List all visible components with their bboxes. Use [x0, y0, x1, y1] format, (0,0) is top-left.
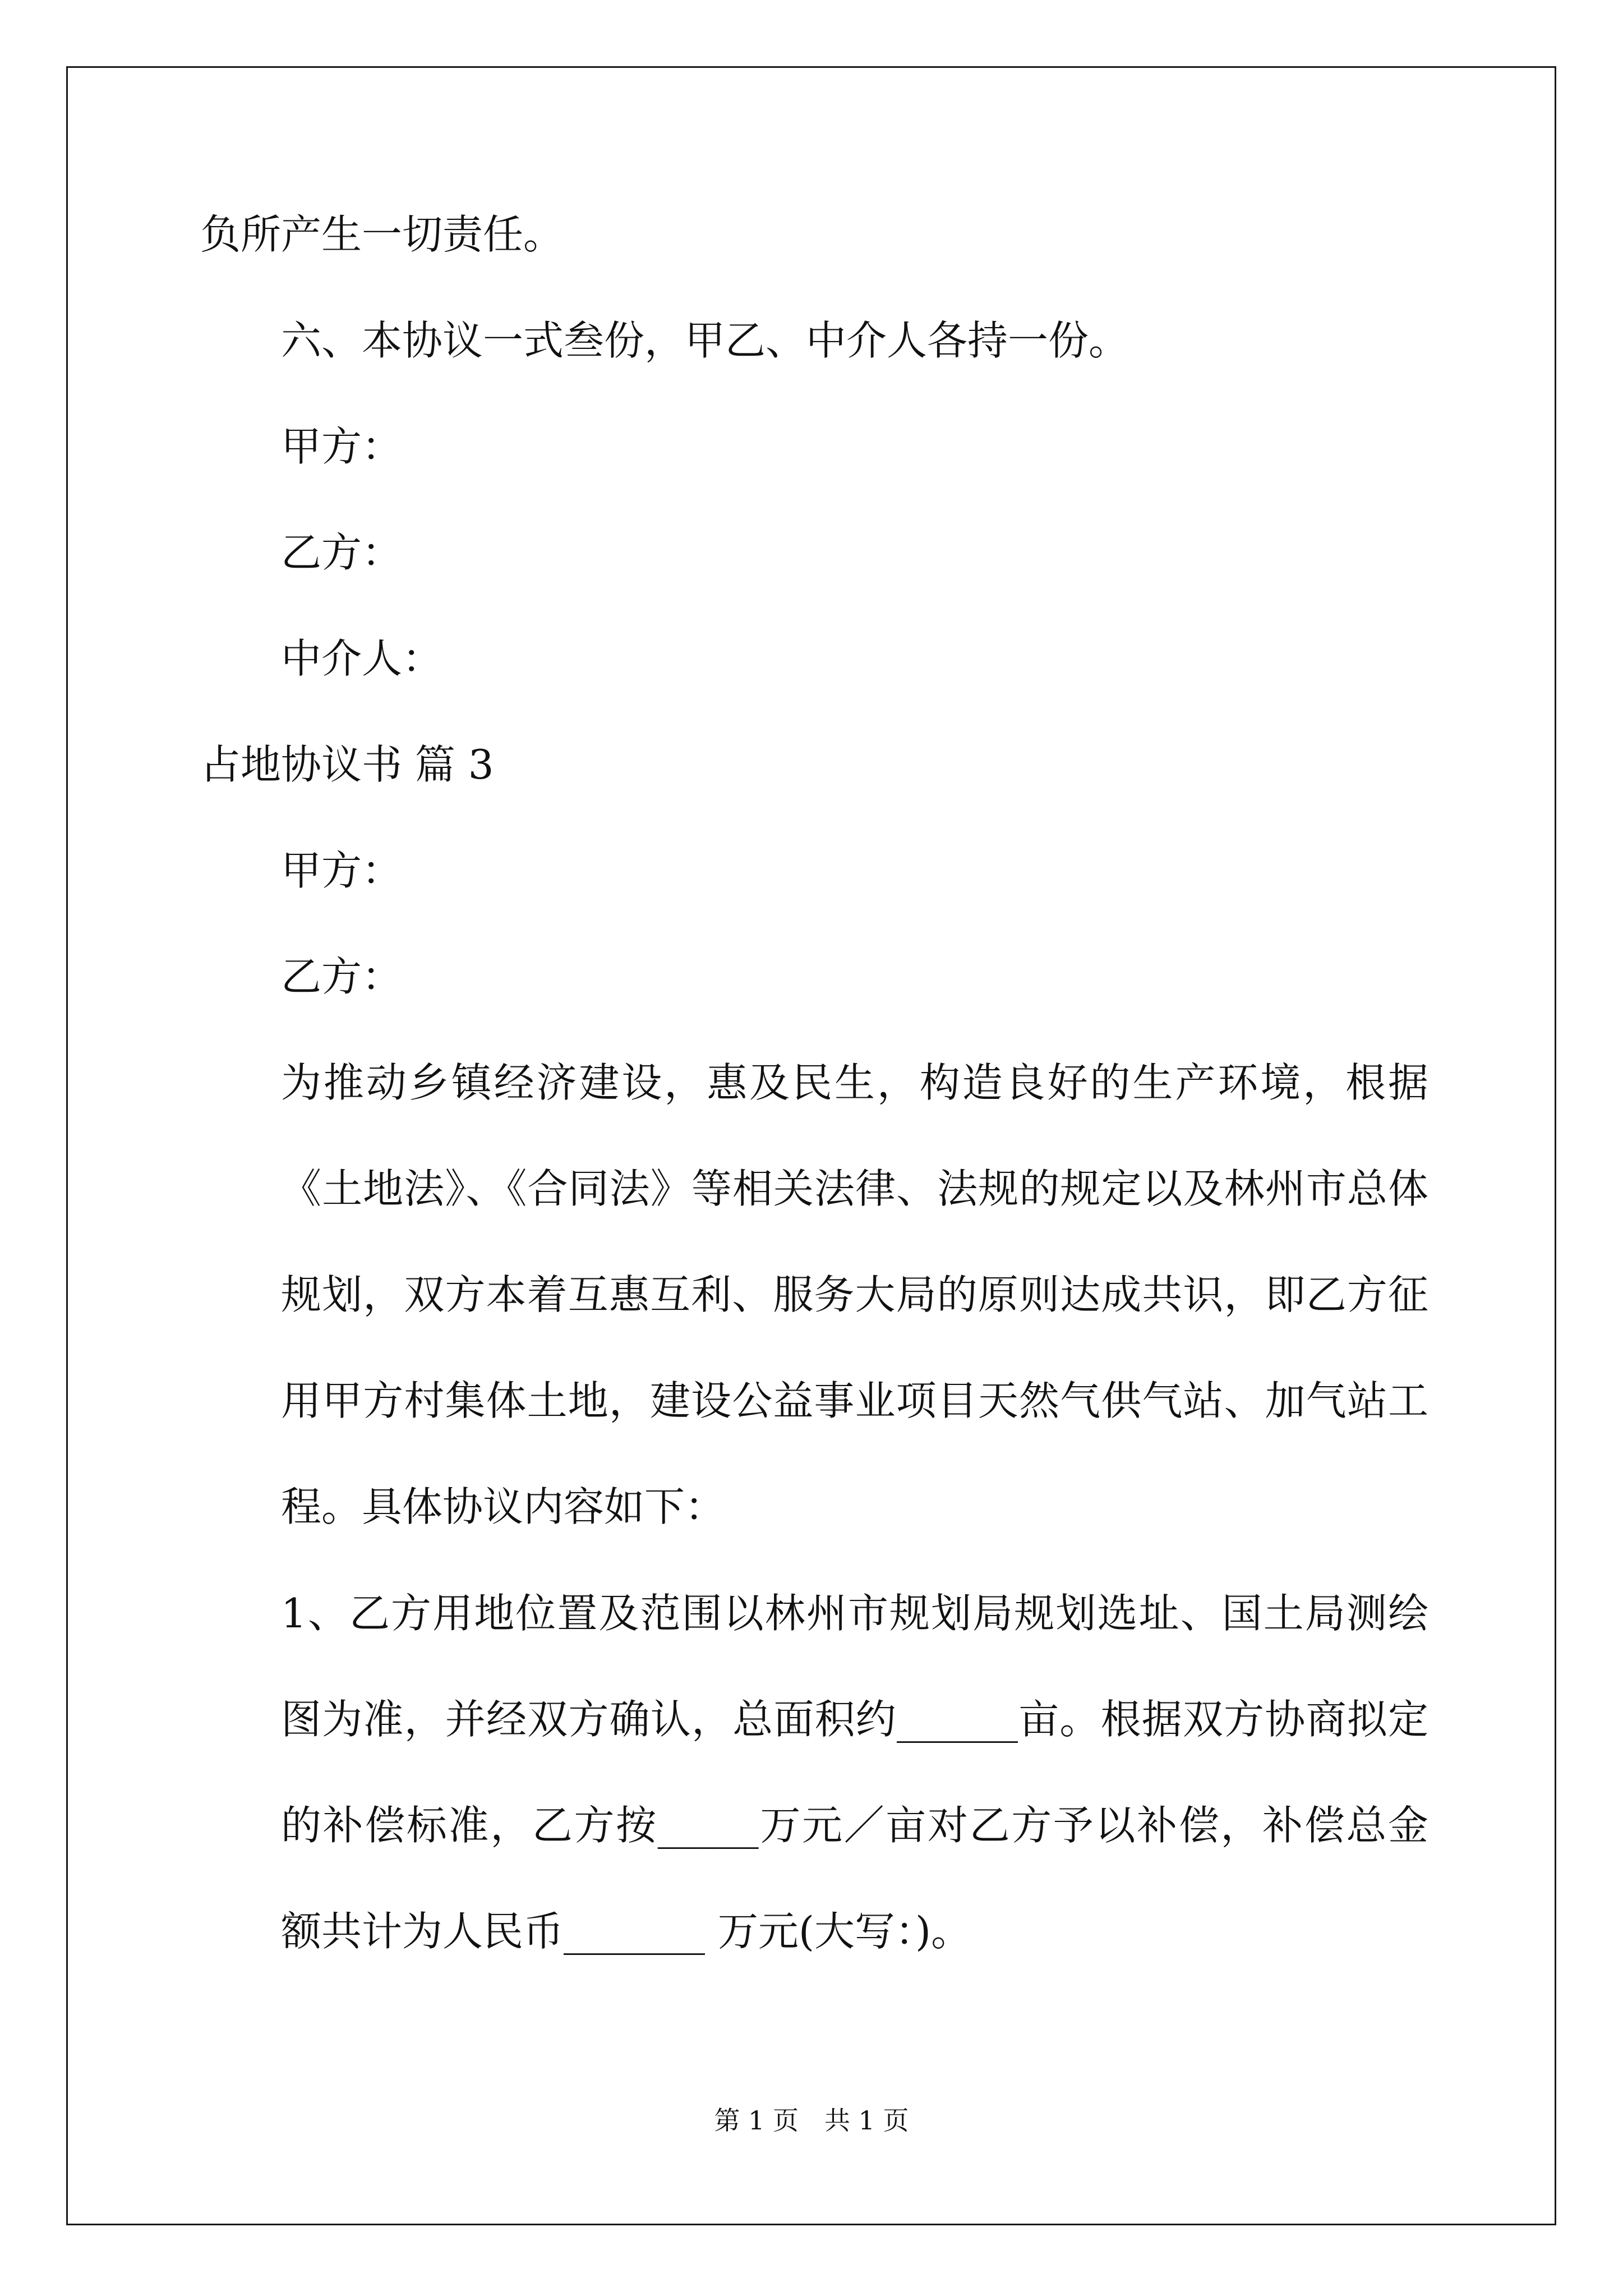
- party-a-signature: 甲方：: [281, 423, 403, 470]
- page-number-footer: 第 1 页 共 1 页: [714, 2105, 909, 2136]
- intermediary-signature: 中介人：: [281, 635, 443, 682]
- clause-six: 六、本协议一式叁份，甲乙、中介人各持一份。: [281, 317, 1129, 364]
- text-line: 负所产生一切责任。: [200, 211, 564, 258]
- clause-one-paragraph: 1、乙方用地位置及范围以林州市规划局规划选址、国土局测绘图为准，并经双方确认，总面积约______亩。根据双方协商拟定的补偿标准，乙方按_____万元／亩对乙方予以补偿，补偿总金额共计为人民币_______ 万元(大写：)。: [281, 1590, 1428, 1955]
- party-b-label: 乙方：: [281, 953, 403, 1000]
- section-heading: 占地协议书 篇 3: [200, 741, 494, 788]
- party-a-label: 甲方：: [281, 847, 403, 894]
- party-b-signature: 乙方：: [281, 529, 403, 576]
- intro-paragraph: 为推动乡镇经济建设，惠及民生，构造良好的生产环境，根据《土地法》、《合同法》等相关法律、法规的规定以及林州市总体规划，双方本着互惠互利、服务大局的原则达成共识，即乙方征用甲方村集体土地，建设公益事业项目天然气供气站、加气站工程。具体协议内容如下：: [281, 1059, 1428, 1530]
- document-body: [200, 208, 1428, 2011]
